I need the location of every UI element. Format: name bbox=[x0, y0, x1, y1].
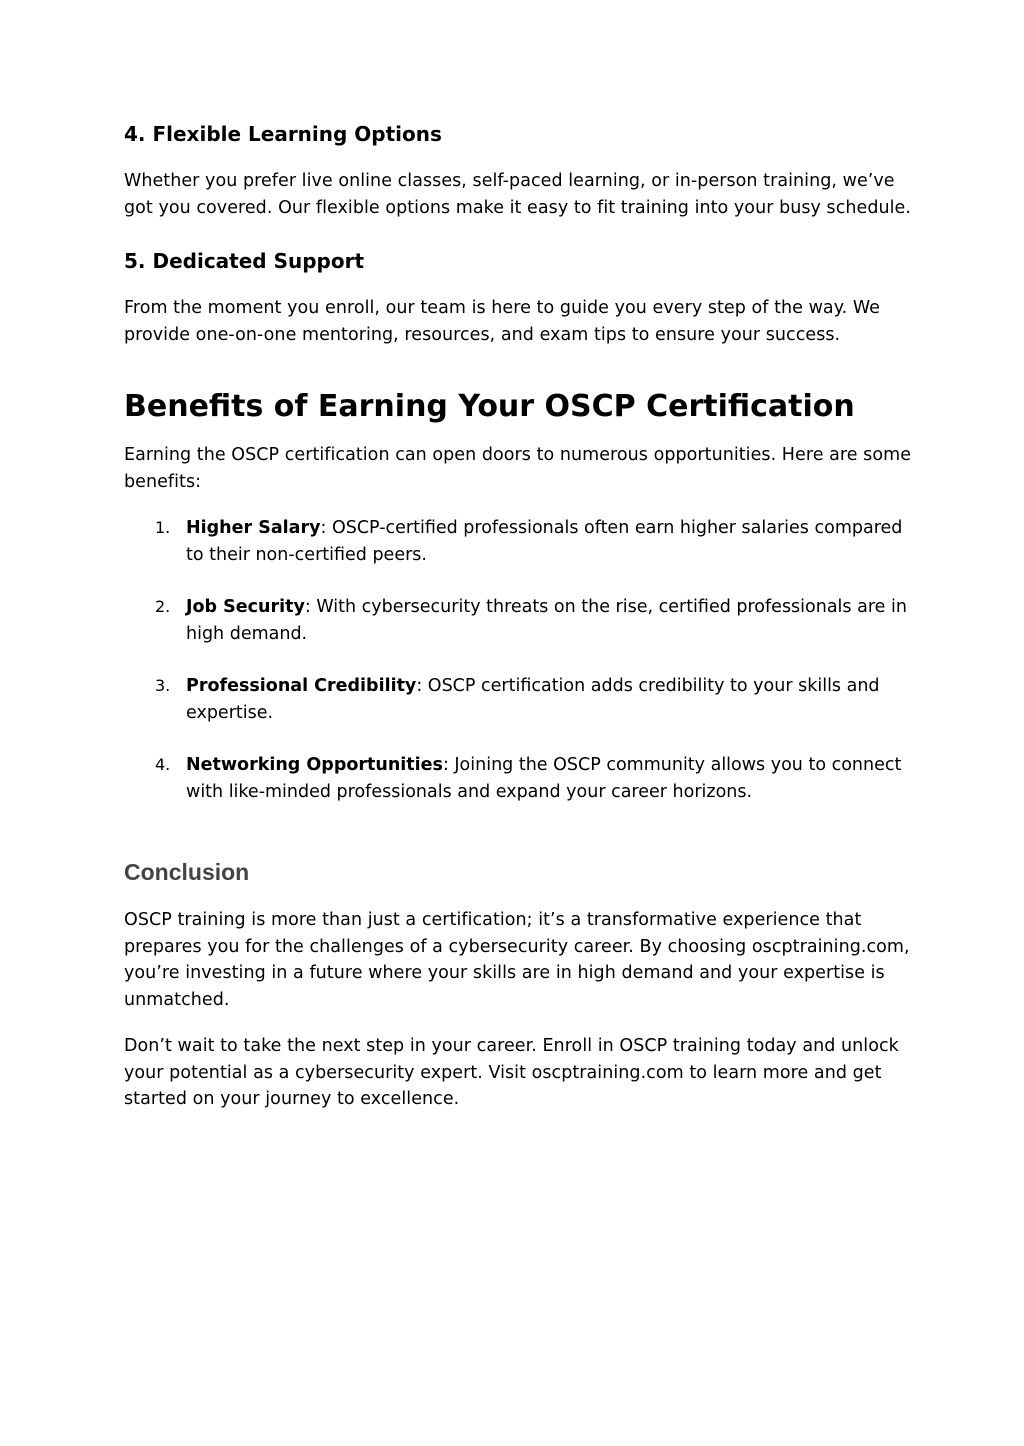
list-term: Networking Opportunities bbox=[186, 755, 443, 775]
document-page bbox=[124, 120, 914, 1113]
list-number: 3. bbox=[155, 676, 171, 695]
paragraph-flexible-learning: Whether you prefer live online classes, self-paced learning, or in-person training, we’ve got you covered. Our flexible options make it easy to fit training into your busy schedule. bbox=[124, 171, 911, 218]
list-text: : With cybersecurity threats on the rise, certified professionals are in high demand. bbox=[186, 597, 907, 644]
list-item-networking-opportunities bbox=[124, 752, 914, 805]
list-item-professional-credibility bbox=[124, 673, 914, 726]
list-text: : OSCP certification adds credibility to your skills and expertise. bbox=[186, 676, 880, 723]
heading-dedicated-support: 5. Dedicated Support bbox=[124, 249, 365, 273]
list-term: Job Security bbox=[186, 597, 305, 617]
list-number: 1. bbox=[155, 518, 171, 537]
paragraph-conclusion-1: OSCP training is more than just a certification; it’s a transformative experience that prepares you for the challenges of a cybersecurity career. By choosing oscptraining.com, you’re investing in a future where your skills are in high demand and your expertise is unmatched. bbox=[124, 910, 910, 1010]
list-term: Higher Salary bbox=[186, 518, 321, 538]
benefits-list bbox=[124, 515, 914, 805]
paragraph-dedicated-support: From the moment you enroll, our team is here to guide you every step of the way. We provide one-on-one mentoring, resources, and exam tips to ensure your success. bbox=[124, 298, 880, 345]
list-text: : Joining the OSCP community allows you to connect with like-minded professionals and expand your career horizons. bbox=[186, 755, 902, 802]
list-term: Professional Credibility bbox=[186, 676, 417, 696]
list-number: 2. bbox=[155, 597, 171, 616]
list-item-job-security bbox=[124, 594, 914, 647]
heading-conclusion: Conclusion bbox=[124, 859, 250, 885]
paragraph-conclusion-2: Don’t wait to take the next step in your career. Enroll in OSCP training today and unlock your potential as a cybersecurity expert. Visit oscptraining.com to learn more and get started on your journey to excellence. bbox=[124, 1036, 899, 1109]
heading-benefits: Benefits of Earning Your OSCP Certification bbox=[124, 389, 855, 424]
list-text: : OSCP-certified professionals often earn higher salaries compared to their non-certified peers. bbox=[186, 518, 903, 565]
paragraph-benefits-intro: Earning the OSCP certification can open doors to numerous opportunities. Here are some benefits: bbox=[124, 445, 912, 492]
list-item-higher-salary bbox=[124, 515, 914, 568]
heading-flexible-learning: 4. Flexible Learning Options bbox=[124, 122, 442, 146]
list-number: 4. bbox=[155, 755, 171, 774]
